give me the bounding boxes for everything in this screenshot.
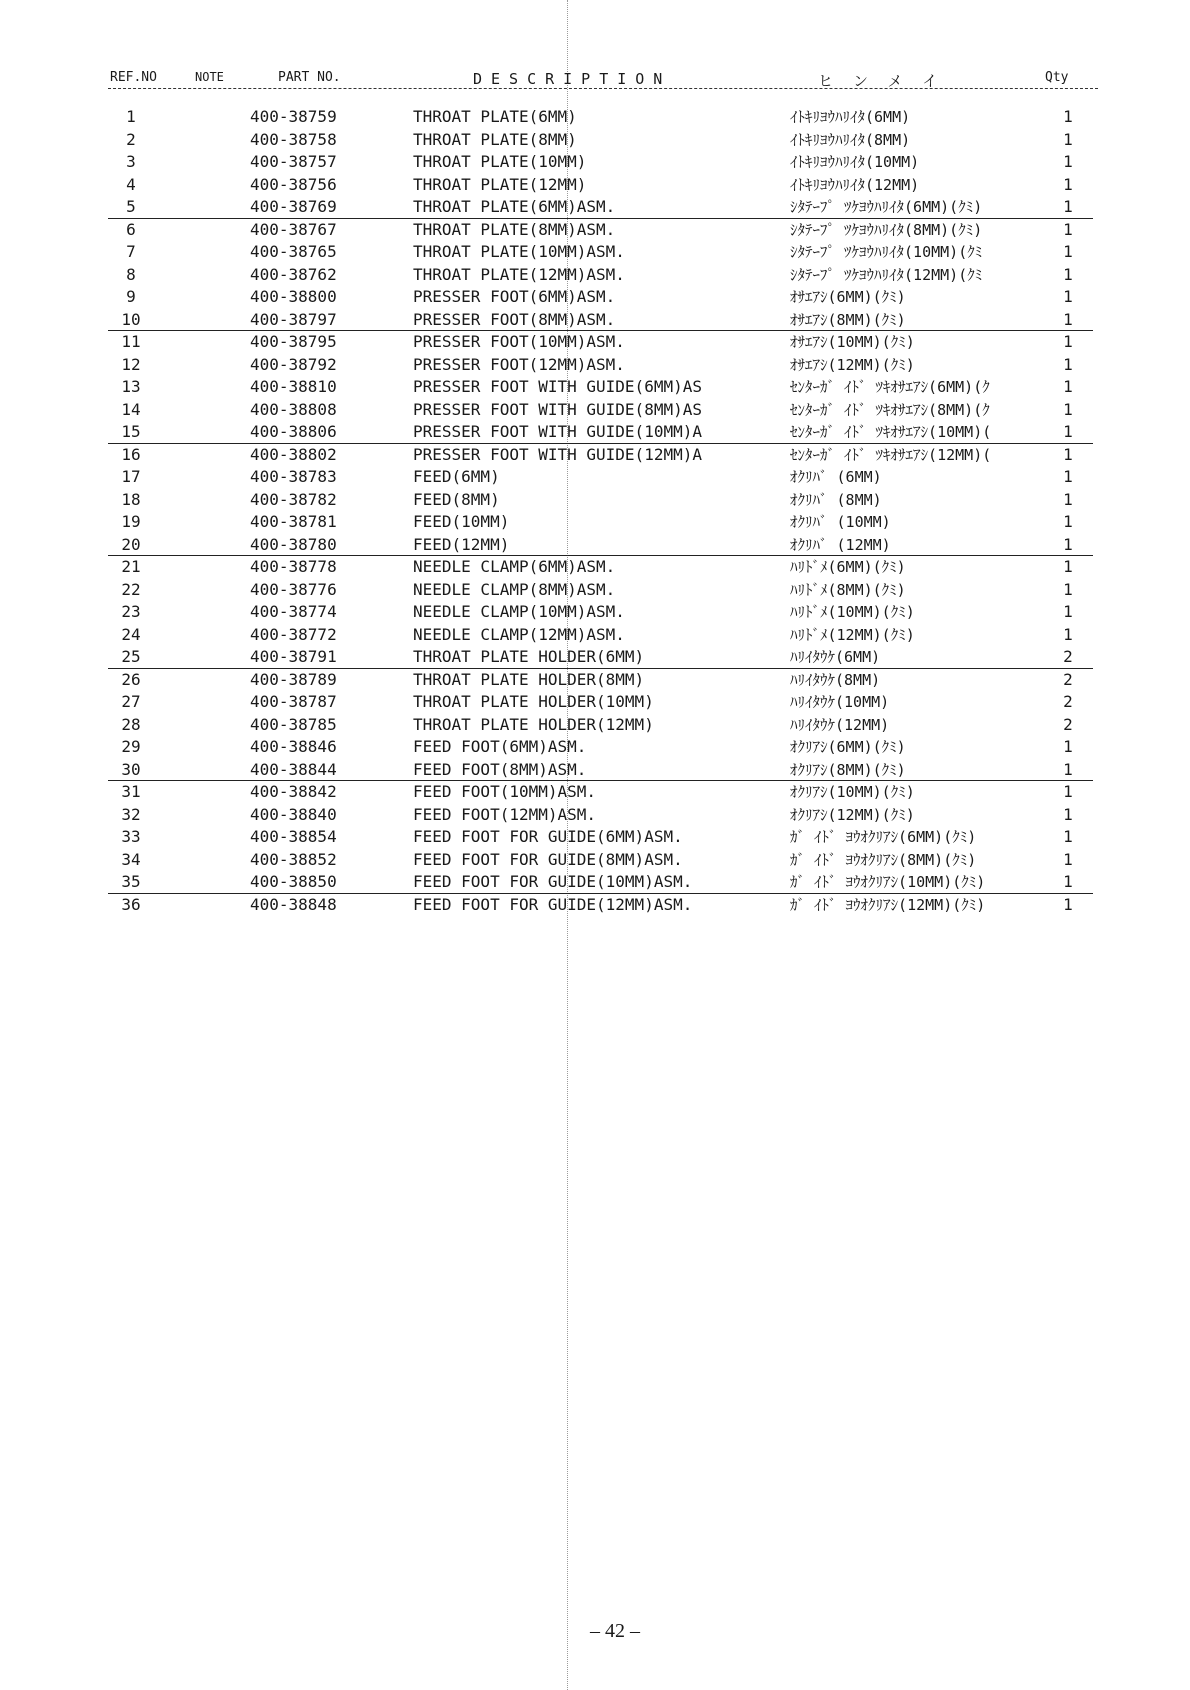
header-kana: ヒンメイ	[818, 72, 958, 90]
description-cell: FEED(6MM)	[413, 467, 500, 486]
table-row	[0, 579, 1190, 602]
ref-cell: 27	[121, 692, 141, 711]
kana-cell: ﾊﾘｲﾀｳｹ(10MM)	[790, 693, 890, 711]
ref-cell: 28	[121, 714, 141, 734]
table-row	[0, 354, 1190, 377]
qty-cell: 1	[1063, 579, 1073, 599]
qty-cell: 1	[1063, 377, 1073, 396]
kana-cell: ﾊﾘﾄﾞﾒ(10MM)(ｸﾐ)	[790, 603, 915, 621]
table-row	[0, 534, 1190, 557]
description-cell: FEED FOOT(10MM)ASM.	[413, 782, 597, 801]
ref-cell: 1	[126, 107, 136, 126]
qty-cell: 1	[1063, 309, 1073, 329]
qty-cell: 1	[1063, 399, 1073, 419]
kana-cell: ｲﾄｷﾘﾖｳﾊﾘｲﾀ(10MM)	[790, 153, 920, 171]
ref-cell: 33	[121, 827, 141, 846]
part-no-cell: 400-38854	[250, 827, 337, 846]
table-row	[0, 466, 1190, 489]
part-no-cell: 400-38791	[250, 647, 337, 666]
ref-cell: 17	[121, 467, 141, 486]
part-no-cell: 400-38781	[250, 512, 337, 531]
ref-cell: 25	[121, 647, 141, 666]
table-row	[0, 736, 1190, 759]
part-no-cell: 400-38762	[250, 264, 337, 284]
ref-cell: 22	[121, 579, 141, 599]
header-part-no: PART NO.	[278, 70, 341, 85]
table-row	[0, 196, 1190, 219]
ref-cell: 16	[121, 444, 141, 464]
qty-cell: 1	[1063, 827, 1073, 846]
qty-cell: 1	[1063, 197, 1073, 216]
description-cell: FEED FOOT FOR GUIDE(6MM)ASM.	[413, 827, 683, 846]
description-cell: FEED(12MM)	[413, 534, 510, 554]
kana-cell: ｶﾞ ｲﾄﾞ ﾖｳｵｸﾘｱｼ(8MM)(ｸﾐ)	[790, 850, 977, 869]
ref-cell: 20	[121, 534, 141, 554]
description-cell: THROAT PLATE(6MM)	[413, 107, 577, 126]
kana-cell: ｲﾄｷﾘﾖｳﾊﾘｲﾀ(8MM)	[790, 130, 911, 149]
part-no-cell: 400-38846	[250, 737, 337, 756]
qty-cell: 1	[1063, 174, 1073, 194]
part-no-cell: 400-38767	[250, 219, 337, 239]
qty-cell: 1	[1063, 557, 1073, 576]
ref-cell: 36	[121, 894, 141, 914]
kana-cell: ｵｻｴｱｼ(8MM)(ｸﾐ)	[790, 310, 906, 329]
qty-cell: 1	[1063, 152, 1073, 171]
qty-cell: 1	[1063, 242, 1073, 261]
part-no-cell: 400-38776	[250, 579, 337, 599]
table-row	[0, 781, 1190, 804]
table-row	[0, 556, 1190, 579]
kana-cell: ｵｸﾘｱｼ(10MM)(ｸﾐ)	[790, 783, 915, 801]
description-cell: THROAT PLATE(10MM)ASM.	[413, 242, 625, 261]
kana-cell: ﾊﾘｲﾀｳｹ(8MM)	[790, 670, 881, 689]
header-ref-no: REF.NO	[110, 70, 157, 85]
kana-cell: ｲﾄｷﾘﾖｳﾊﾘｲﾀ(12MM)	[790, 175, 920, 194]
description-cell: NEEDLE CLAMP(10MM)ASM.	[413, 602, 625, 621]
part-no-cell: 400-38758	[250, 129, 337, 149]
ref-cell: 6	[126, 219, 136, 239]
kana-cell: ﾊﾘﾄﾞﾒ(12MM)(ｸﾐ)	[790, 625, 915, 644]
part-no-cell: 400-38802	[250, 444, 337, 464]
kana-cell: ｵｻｴｱｼ(6MM)(ｸﾐ)	[790, 288, 906, 306]
part-no-cell: 400-38780	[250, 534, 337, 554]
table-row	[0, 241, 1190, 264]
part-no-cell: 400-38840	[250, 804, 337, 824]
description-cell: NEEDLE CLAMP(6MM)ASM.	[413, 557, 616, 576]
table-row	[0, 624, 1190, 647]
qty-cell: 1	[1063, 107, 1073, 126]
part-no-cell: 400-38785	[250, 714, 337, 734]
qty-cell: 1	[1063, 332, 1073, 351]
ref-cell: 2	[126, 129, 136, 149]
qty-cell: 1	[1063, 759, 1073, 779]
ref-cell: 23	[121, 602, 141, 621]
ref-cell: 24	[121, 624, 141, 644]
kana-cell: ｾﾝﾀｰｶﾞ ｲﾄﾞ ﾂｷｵｻｴｱｼ(6MM)(ｸ	[790, 378, 990, 396]
description-cell: THROAT PLATE(6MM)ASM.	[413, 197, 616, 216]
description-cell: PRESSER FOOT WITH GUIDE(10MM)A	[413, 422, 702, 441]
qty-cell: 1	[1063, 489, 1073, 509]
ref-cell: 7	[126, 242, 136, 261]
description-cell: THROAT PLATE(12MM)ASM.	[413, 264, 625, 284]
qty-cell: 1	[1063, 849, 1073, 869]
ref-cell: 8	[126, 264, 136, 284]
qty-cell: 1	[1063, 219, 1073, 239]
kana-cell: ｵｻｴｱｼ(10MM)(ｸﾐ)	[790, 333, 915, 351]
qty-cell: 1	[1063, 602, 1073, 621]
table-row	[0, 376, 1190, 399]
qty-cell: 1	[1063, 129, 1073, 149]
qty-cell: 1	[1063, 467, 1073, 486]
table-row	[0, 331, 1190, 354]
description-cell: NEEDLE CLAMP(8MM)ASM.	[413, 579, 616, 599]
table-row	[0, 601, 1190, 624]
kana-cell: ｾﾝﾀｰｶﾞ ｲﾄﾞ ﾂｷｵｻｴｱｼ(8MM)(ｸ	[790, 400, 990, 419]
part-no-cell: 400-38774	[250, 602, 337, 621]
ref-cell: 9	[126, 287, 136, 306]
qty-cell: 2	[1063, 669, 1073, 689]
kana-cell: ﾊﾘﾄﾞﾒ(6MM)(ｸﾐ)	[790, 558, 906, 576]
table-row	[0, 669, 1190, 692]
table-row	[0, 894, 1190, 917]
qty-cell: 1	[1063, 804, 1073, 824]
parts-table	[0, 106, 1190, 916]
table-row	[0, 309, 1190, 332]
table-row	[0, 421, 1190, 444]
ref-cell: 3	[126, 152, 136, 171]
table-row	[0, 264, 1190, 287]
table-row	[0, 511, 1190, 534]
part-no-cell: 400-38769	[250, 197, 337, 216]
ref-cell: 29	[121, 737, 141, 756]
part-no-cell: 400-38782	[250, 489, 337, 509]
part-no-cell: 400-38844	[250, 759, 337, 779]
part-no-cell: 400-38756	[250, 174, 337, 194]
description-cell: PRESSER FOOT WITH GUIDE(6MM)AS	[413, 377, 702, 396]
part-no-cell: 400-38806	[250, 422, 337, 441]
qty-cell: 1	[1063, 624, 1073, 644]
kana-cell: ｵｸﾘﾊﾞ (10MM)	[790, 513, 891, 531]
kana-cell: ｵｻｴｱｼ(12MM)(ｸﾐ)	[790, 355, 915, 374]
ref-cell: 5	[126, 197, 136, 216]
ref-cell: 4	[126, 174, 136, 194]
description-cell: THROAT PLATE(12MM)	[413, 174, 587, 194]
kana-cell: ｶﾞ ｲﾄﾞ ﾖｳｵｸﾘｱｼ(6MM)(ｸﾐ)	[790, 828, 977, 846]
ref-cell: 34	[121, 849, 141, 869]
description-cell: THROAT PLATE HOLDER(8MM)	[413, 669, 645, 689]
kana-cell: ｼﾀﾃｰﾌﾟ ﾂｹﾖｳﾊﾘｲﾀ(12MM)(ｸﾐ	[790, 265, 983, 284]
description-cell: THROAT PLATE HOLDER(6MM)	[413, 647, 645, 666]
ref-cell: 35	[121, 872, 141, 891]
kana-cell: ｶﾞ ｲﾄﾞ ﾖｳｵｸﾘｱｼ(10MM)(ｸﾐ)	[790, 873, 986, 891]
description-cell: THROAT PLATE(10MM)	[413, 152, 587, 171]
part-no-cell: 400-38795	[250, 332, 337, 351]
header-note: NOTE	[195, 70, 224, 84]
kana-cell: ｵｸﾘｱｼ(6MM)(ｸﾐ)	[790, 738, 906, 756]
ref-cell: 10	[121, 309, 141, 329]
header-rule	[108, 88, 1098, 89]
description-cell: FEED FOOT(8MM)ASM.	[413, 759, 587, 779]
kana-cell: ｵｸﾘﾊﾞ (8MM)	[790, 490, 882, 509]
part-no-cell: 400-38765	[250, 242, 337, 261]
part-no-cell: 400-38848	[250, 894, 337, 914]
description-cell: THROAT PLATE(8MM)ASM.	[413, 219, 616, 239]
description-cell: THROAT PLATE HOLDER(10MM)	[413, 692, 654, 711]
part-no-cell: 400-38772	[250, 624, 337, 644]
table-row	[0, 691, 1190, 714]
kana-cell: ｲﾄｷﾘﾖｳﾊﾘｲﾀ(6MM)	[790, 108, 911, 126]
part-no-cell: 400-38852	[250, 849, 337, 869]
description-cell: FEED FOOT(12MM)ASM.	[413, 804, 597, 824]
table-row	[0, 804, 1190, 827]
table-row	[0, 286, 1190, 309]
description-cell: FEED(10MM)	[413, 512, 510, 531]
part-no-cell: 400-38800	[250, 287, 337, 306]
ref-cell: 32	[121, 804, 141, 824]
ref-cell: 12	[121, 354, 141, 374]
qty-cell: 1	[1063, 534, 1073, 554]
header-qty: Qty	[1045, 70, 1069, 85]
description-cell: PRESSER FOOT(8MM)ASM.	[413, 309, 616, 329]
ref-cell: 21	[121, 557, 141, 576]
kana-cell: ｼﾀﾃｰﾌﾟ ﾂｹﾖｳﾊﾘｲﾀ(10MM)(ｸﾐ	[790, 243, 983, 261]
description-cell: THROAT PLATE(8MM)	[413, 129, 577, 149]
page-number: – 42 –	[590, 1620, 640, 1642]
qty-cell: 1	[1063, 444, 1073, 464]
qty-cell: 1	[1063, 872, 1073, 891]
qty-cell: 1	[1063, 354, 1073, 374]
kana-cell: ｼﾀﾃｰﾌﾟ ﾂｹﾖｳﾊﾘｲﾀ(6MM)(ｸﾐ)	[790, 198, 983, 216]
description-cell: FEED FOOT FOR GUIDE(8MM)ASM.	[413, 849, 683, 869]
ref-cell: 18	[121, 489, 141, 509]
description-cell: PRESSER FOOT WITH GUIDE(8MM)AS	[413, 399, 702, 419]
kana-cell: ｵｸﾘｱｼ(8MM)(ｸﾐ)	[790, 760, 906, 779]
table-row	[0, 174, 1190, 197]
qty-cell: 1	[1063, 512, 1073, 531]
description-cell: FEED FOOT FOR GUIDE(10MM)ASM.	[413, 872, 693, 891]
ref-cell: 26	[121, 669, 141, 689]
table-row	[0, 489, 1190, 512]
table-row	[0, 714, 1190, 737]
kana-cell: ｼﾀﾃｰﾌﾟ ﾂｹﾖｳﾊﾘｲﾀ(8MM)(ｸﾐ)	[790, 220, 983, 239]
table-row	[0, 826, 1190, 849]
kana-cell: ｵｸﾘﾊﾞ (6MM)	[790, 468, 882, 486]
part-no-cell: 400-38850	[250, 872, 337, 891]
ref-cell: 15	[121, 422, 141, 441]
part-no-cell: 400-38759	[250, 107, 337, 126]
part-no-cell: 400-38792	[250, 354, 337, 374]
description-cell: FEED FOOT(6MM)ASM.	[413, 737, 587, 756]
kana-cell: ｵｸﾘﾊﾞ (12MM)	[790, 535, 891, 554]
ref-cell: 14	[121, 399, 141, 419]
table-row	[0, 759, 1190, 782]
kana-cell: ｶﾞ ｲﾄﾞ ﾖｳｵｸﾘｱｼ(12MM)(ｸﾐ)	[790, 895, 986, 914]
description-cell: PRESSER FOOT WITH GUIDE(12MM)A	[413, 444, 702, 464]
description-cell: NEEDLE CLAMP(12MM)ASM.	[413, 624, 625, 644]
part-no-cell: 400-38778	[250, 557, 337, 576]
qty-cell: 1	[1063, 264, 1073, 284]
part-no-cell: 400-38757	[250, 152, 337, 171]
qty-cell: 1	[1063, 782, 1073, 801]
table-row	[0, 399, 1190, 422]
table-row	[0, 646, 1190, 669]
kana-cell: ｾﾝﾀｰｶﾞ ｲﾄﾞ ﾂｷｵｻｴｱｼ(12MM)(	[790, 445, 992, 464]
ref-cell: 30	[121, 759, 141, 779]
ref-cell: 19	[121, 512, 141, 531]
description-cell: THROAT PLATE HOLDER(12MM)	[413, 714, 654, 734]
kana-cell: ｵｸﾘｱｼ(12MM)(ｸﾐ)	[790, 805, 915, 824]
qty-cell: 1	[1063, 894, 1073, 914]
description-cell: PRESSER FOOT(10MM)ASM.	[413, 332, 625, 351]
header-description: DESCRIPTION	[473, 70, 672, 88]
description-cell: PRESSER FOOT(12MM)ASM.	[413, 354, 625, 374]
part-no-cell: 400-38810	[250, 377, 337, 396]
part-no-cell: 400-38789	[250, 669, 337, 689]
kana-cell: ﾊﾘﾄﾞﾒ(8MM)(ｸﾐ)	[790, 580, 906, 599]
description-cell: FEED FOOT FOR GUIDE(12MM)ASM.	[413, 894, 693, 914]
table-header	[0, 66, 1190, 96]
ref-cell: 13	[121, 377, 141, 396]
table-row	[0, 849, 1190, 872]
table-row	[0, 106, 1190, 129]
part-no-cell: 400-38783	[250, 467, 337, 486]
ref-cell: 31	[121, 782, 141, 801]
part-no-cell: 400-38842	[250, 782, 337, 801]
part-no-cell: 400-38808	[250, 399, 337, 419]
table-row	[0, 129, 1190, 152]
qty-cell: 1	[1063, 287, 1073, 306]
qty-cell: 2	[1063, 714, 1073, 734]
part-no-cell: 400-38787	[250, 692, 337, 711]
part-no-cell: 400-38797	[250, 309, 337, 329]
table-row	[0, 871, 1190, 894]
table-row	[0, 444, 1190, 467]
description-cell: PRESSER FOOT(6MM)ASM.	[413, 287, 616, 306]
ref-cell: 11	[121, 332, 141, 351]
qty-cell: 1	[1063, 422, 1073, 441]
qty-cell: 2	[1063, 692, 1073, 711]
table-row	[0, 151, 1190, 174]
table-row	[0, 219, 1190, 242]
kana-cell: ｾﾝﾀｰｶﾞ ｲﾄﾞ ﾂｷｵｻｴｱｼ(10MM)(	[790, 423, 992, 441]
qty-cell: 2	[1063, 647, 1073, 666]
kana-cell: ﾊﾘｲﾀｳｹ(12MM)	[790, 715, 890, 734]
kana-cell: ﾊﾘｲﾀｳｹ(6MM)	[790, 648, 881, 666]
description-cell: FEED(8MM)	[413, 489, 500, 509]
qty-cell: 1	[1063, 737, 1073, 756]
